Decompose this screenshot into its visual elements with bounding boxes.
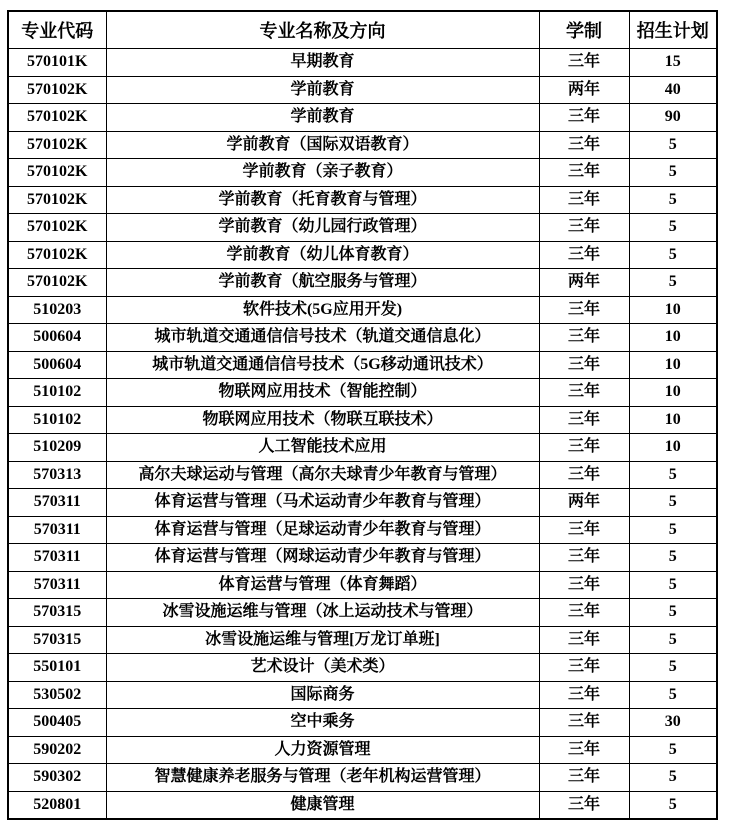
major-name-cell: 学前教育（幼儿园行政管理） — [106, 214, 539, 242]
enrollment-plan-cell: 5 — [629, 159, 717, 187]
major-name-cell: 人工智能技术应用 — [106, 434, 539, 462]
duration-cell: 两年 — [539, 489, 629, 517]
enrollment-plan-cell: 5 — [629, 571, 717, 599]
enrollment-plan-cell: 5 — [629, 791, 717, 819]
major-code-cell: 570102K — [8, 159, 106, 187]
major-code-cell: 570102K — [8, 214, 106, 242]
enrollment-plan-cell: 15 — [629, 49, 717, 77]
major-code-cell: 570315 — [8, 599, 106, 627]
major-code-cell: 570311 — [8, 544, 106, 572]
major-name-cell: 学前教育（国际双语教育） — [106, 131, 539, 159]
major-code-cell: 570102K — [8, 186, 106, 214]
major-code-cell: 570313 — [8, 461, 106, 489]
table-row — [8, 379, 717, 407]
major-code-cell: 500405 — [8, 709, 106, 737]
enrollment-plan-cell: 10 — [629, 406, 717, 434]
duration-cell: 两年 — [539, 76, 629, 104]
enrollment-plan-cell: 10 — [629, 379, 717, 407]
major-code-cell: 570102K — [8, 131, 106, 159]
enrollment-plan-cell: 10 — [629, 296, 717, 324]
table-row — [8, 76, 717, 104]
table-row — [8, 736, 717, 764]
table-row — [8, 791, 717, 819]
major-code-cell: 590302 — [8, 764, 106, 792]
major-name-cell: 体育运营与管理（网球运动青少年教育与管理） — [106, 544, 539, 572]
duration-cell: 三年 — [539, 214, 629, 242]
duration-cell: 三年 — [539, 571, 629, 599]
table-row — [8, 241, 717, 269]
major-code-cell: 570102K — [8, 269, 106, 297]
major-name-cell: 学前教育（托育教育与管理） — [106, 186, 539, 214]
enrollment-plan-cell: 5 — [629, 461, 717, 489]
table-row — [8, 654, 717, 682]
column-header-duration: 学制 — [539, 11, 629, 49]
major-name-cell: 智慧健康养老服务与管理（老年机构运营管理） — [106, 764, 539, 792]
table-row — [8, 406, 717, 434]
duration-cell: 三年 — [539, 296, 629, 324]
duration-cell: 三年 — [539, 406, 629, 434]
major-code-cell: 570311 — [8, 571, 106, 599]
enrollment-plan-cell: 5 — [629, 269, 717, 297]
enrollment-plan-cell: 5 — [629, 626, 717, 654]
duration-cell: 三年 — [539, 516, 629, 544]
major-code-cell: 570102K — [8, 104, 106, 132]
enrollment-plan-cell: 90 — [629, 104, 717, 132]
duration-cell: 三年 — [539, 131, 629, 159]
major-name-cell: 物联网应用技术（智能控制） — [106, 379, 539, 407]
major-code-cell: 570102K — [8, 241, 106, 269]
major-code-cell: 570315 — [8, 626, 106, 654]
column-header-enrollment-plan: 招生计划 — [629, 11, 717, 49]
major-name-cell: 空中乘务 — [106, 709, 539, 737]
table-row — [8, 626, 717, 654]
duration-cell: 三年 — [539, 186, 629, 214]
enrollment-plan-cell: 10 — [629, 351, 717, 379]
duration-cell: 三年 — [539, 379, 629, 407]
duration-cell: 三年 — [539, 544, 629, 572]
major-code-cell: 590202 — [8, 736, 106, 764]
table-row — [8, 186, 717, 214]
table-body — [8, 49, 717, 820]
table-row — [8, 104, 717, 132]
major-name-cell: 健康管理 — [106, 791, 539, 819]
major-code-cell: 500604 — [8, 351, 106, 379]
table-row — [8, 214, 717, 242]
duration-cell: 三年 — [539, 434, 629, 462]
enrollment-plan-cell: 5 — [629, 654, 717, 682]
major-code-cell: 520801 — [8, 791, 106, 819]
major-code-cell: 510203 — [8, 296, 106, 324]
major-name-cell: 人力资源管理 — [106, 736, 539, 764]
enrollment-plan-cell: 5 — [629, 681, 717, 709]
major-name-cell: 学前教育（幼儿体育教育） — [106, 241, 539, 269]
duration-cell: 三年 — [539, 351, 629, 379]
enrollment-plan-cell: 5 — [629, 516, 717, 544]
table-row — [8, 324, 717, 352]
duration-cell: 三年 — [539, 681, 629, 709]
major-code-cell: 550101 — [8, 654, 106, 682]
major-name-cell: 学前教育 — [106, 76, 539, 104]
major-name-cell: 体育运营与管理（足球运动青少年教育与管理） — [106, 516, 539, 544]
duration-cell: 两年 — [539, 269, 629, 297]
enrollment-plan-cell: 30 — [629, 709, 717, 737]
duration-cell: 三年 — [539, 159, 629, 187]
enrollment-plan-cell: 5 — [629, 599, 717, 627]
major-name-cell: 艺术设计（美术类） — [106, 654, 539, 682]
table-row — [8, 571, 717, 599]
major-code-cell: 510209 — [8, 434, 106, 462]
table-row — [8, 681, 717, 709]
major-name-cell: 冰雪设施运维与管理（冰上运动技术与管理） — [106, 599, 539, 627]
major-code-cell: 570102K — [8, 76, 106, 104]
duration-cell: 三年 — [539, 791, 629, 819]
duration-cell: 三年 — [539, 599, 629, 627]
enrollment-plan-cell: 5 — [629, 736, 717, 764]
table-row — [8, 434, 717, 462]
duration-cell: 三年 — [539, 324, 629, 352]
major-name-cell: 体育运营与管理（马术运动青少年教育与管理） — [106, 489, 539, 517]
table-row — [8, 489, 717, 517]
major-code-cell: 510102 — [8, 406, 106, 434]
major-code-cell: 510102 — [8, 379, 106, 407]
duration-cell: 三年 — [539, 626, 629, 654]
duration-cell: 三年 — [539, 709, 629, 737]
major-name-cell: 学前教育（航空服务与管理） — [106, 269, 539, 297]
table-header-row — [8, 11, 717, 49]
enrollment-plan-cell: 40 — [629, 76, 717, 104]
table-row — [8, 599, 717, 627]
enrollment-plan-cell: 5 — [629, 544, 717, 572]
major-code-cell: 570101K — [8, 49, 106, 77]
major-name-cell: 软件技术(5G应用开发) — [106, 296, 539, 324]
duration-cell: 三年 — [539, 49, 629, 77]
major-name-cell: 物联网应用技术（物联互联技术） — [106, 406, 539, 434]
column-header-major-code: 专业代码 — [8, 11, 106, 49]
enrollment-plan-table — [7, 10, 718, 820]
major-code-cell: 500604 — [8, 324, 106, 352]
enrollment-plan-cell: 5 — [629, 186, 717, 214]
duration-cell: 三年 — [539, 461, 629, 489]
major-name-cell: 城市轨道交通通信信号技术（5G移动通讯技术） — [106, 351, 539, 379]
enrollment-plan-cell: 5 — [629, 131, 717, 159]
duration-cell: 三年 — [539, 764, 629, 792]
table-row — [8, 49, 717, 77]
duration-cell: 三年 — [539, 104, 629, 132]
table-row — [8, 764, 717, 792]
column-header-major-name: 专业名称及方向 — [106, 11, 539, 49]
table-row — [8, 461, 717, 489]
major-name-cell: 国际商务 — [106, 681, 539, 709]
duration-cell: 三年 — [539, 654, 629, 682]
enrollment-plan-cell: 5 — [629, 764, 717, 792]
table-row — [8, 131, 717, 159]
table-row — [8, 544, 717, 572]
major-code-cell: 570311 — [8, 516, 106, 544]
major-name-cell: 城市轨道交通通信信号技术（轨道交通信息化） — [106, 324, 539, 352]
enrollment-plan-cell: 5 — [629, 214, 717, 242]
major-name-cell: 学前教育 — [106, 104, 539, 132]
major-name-cell: 早期教育 — [106, 49, 539, 77]
table-row — [8, 159, 717, 187]
enrollment-plan-cell: 5 — [629, 489, 717, 517]
table-row — [8, 269, 717, 297]
major-name-cell: 高尔夫球运动与管理（高尔夫球青少年教育与管理） — [106, 461, 539, 489]
table-row — [8, 351, 717, 379]
major-code-cell: 530502 — [8, 681, 106, 709]
duration-cell: 三年 — [539, 241, 629, 269]
major-name-cell: 冰雪设施运维与管理[万龙订单班] — [106, 626, 539, 654]
enrollment-plan-cell: 10 — [629, 434, 717, 462]
enrollment-plan-cell: 5 — [629, 241, 717, 269]
duration-cell: 三年 — [539, 736, 629, 764]
table-row — [8, 296, 717, 324]
table-row — [8, 709, 717, 737]
major-name-cell: 学前教育（亲子教育） — [106, 159, 539, 187]
major-name-cell: 体育运营与管理（体育舞蹈） — [106, 571, 539, 599]
enrollment-plan-cell: 10 — [629, 324, 717, 352]
major-code-cell: 570311 — [8, 489, 106, 517]
table-row — [8, 516, 717, 544]
